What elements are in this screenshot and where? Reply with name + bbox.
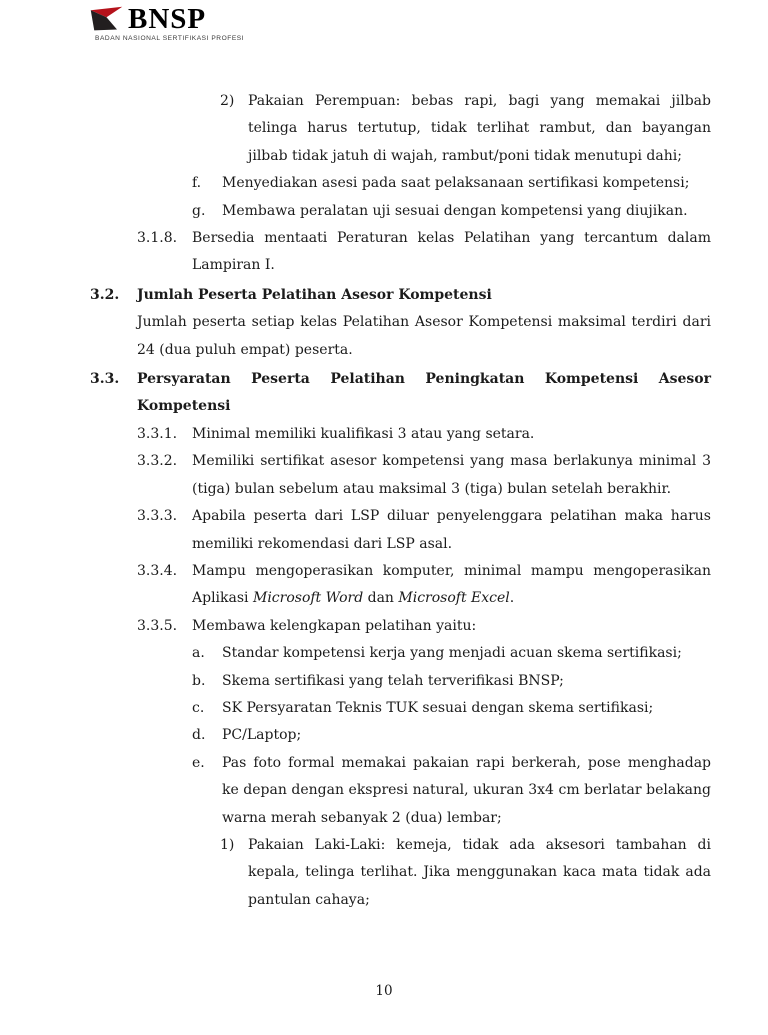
item-number: 3.2. <box>90 286 120 303</box>
item-text <box>192 558 711 613</box>
page-footer <box>0 983 768 999</box>
list-item <box>192 695 711 722</box>
item-text: Menyediakan asesi pada saat pelaksanaan sertifikasi kompetensi; <box>222 175 690 192</box>
item-text: Minimal memiliki kualifikasi 3 atau yang setara. <box>192 425 535 442</box>
bnsp-logo <box>88 5 244 42</box>
item-number: 1) <box>220 836 235 853</box>
item-number: 3.1.8. <box>137 230 178 247</box>
item-number: 3.3.4. <box>137 562 178 579</box>
logo-row <box>88 5 244 33</box>
item-number: 3.3.3. <box>137 508 178 525</box>
item-text: Standar kompetensi kerja yang menjadi acuan skema sertifikasi; <box>222 645 682 662</box>
paragraph <box>90 309 711 364</box>
item-text: Bersedia mentaati Peraturan kelas Pelatihan yang tercantum dalam Lampiran I. <box>192 230 711 274</box>
item-text: SK Persyaratan Teknis TUK sesuai dengan skema sertifikasi; <box>222 699 654 716</box>
list-item <box>137 448 711 503</box>
list-item <box>192 640 711 667</box>
list-item <box>137 613 711 640</box>
list-item <box>137 421 711 448</box>
item-text: Persyaratan Peserta Pelatihan Peningkatan Kompetensi Asesor Kompetensi <box>137 371 711 415</box>
list-item <box>220 832 711 914</box>
item-number: 3.3.1. <box>137 425 178 442</box>
item-text: Memiliki sertifikat asesor kompetensi yang masa berlakunya minimal 3 (tiga) bulan sebelum atau maksimal 3 (tiga) bulan setelah berakhir. <box>192 453 711 497</box>
item-text: Membawa kelengkapan pelatihan yaitu: <box>192 617 477 634</box>
section-heading <box>90 366 711 421</box>
item-number: a. <box>192 645 205 662</box>
list-item <box>137 225 711 280</box>
list-item <box>192 170 711 197</box>
item-number: d. <box>192 727 206 744</box>
item-number: g. <box>192 202 206 219</box>
item-number: e. <box>192 754 205 771</box>
list-item <box>192 722 711 749</box>
page-number: 10 <box>375 983 393 999</box>
item-text: Pakaian Laki-Laki: kemeja, tidak ada aksesori tambahan di kepala, telinga terlihat. Jika menggunakan kaca mata tidak ada pantulan cahaya; <box>248 836 711 908</box>
list-item <box>192 668 711 695</box>
item-number: c. <box>192 699 205 716</box>
list-item <box>137 558 711 613</box>
item-number: 2) <box>220 93 235 109</box>
item-number: f. <box>192 175 202 192</box>
item-text: PC/Laptop; <box>222 727 302 744</box>
item-text: Jumlah peserta setiap kelas Pelatihan Asesor Kompetensi maksimal terdiri dari 24 (dua puluh empat) peserta. <box>137 314 711 358</box>
item-number <box>90 309 137 364</box>
bnsp-flag-icon <box>88 5 125 33</box>
item-number: 3.3.5. <box>137 617 178 634</box>
italic-text: Microsoft Excel <box>398 590 510 607</box>
item-text: Pakaian Perempuan: bebas rapi, bagi yang memakai jilbab telinga harus tertutup, tidak terlihat rambut, dan bayangan jilbab tidak jatuh di wajah, rambut/poni tidak menutupi dahi; <box>248 93 711 164</box>
logo-subtitle: BADAN NASIONAL SERTIFIKASI PROFESI <box>95 35 245 42</box>
item-number: b. <box>192 672 206 689</box>
text-segment: . <box>509 590 515 607</box>
item-text: Jumlah Peserta Pelatihan Asesor Kompetensi <box>137 286 492 303</box>
text-segment: dan <box>363 590 399 607</box>
list-item <box>192 750 711 832</box>
list-item <box>220 88 711 170</box>
list-item <box>192 198 711 225</box>
item-text: Skema sertifikasi yang telah terverifikasi BNSP; <box>222 672 564 689</box>
item-text: Apabila peserta dari LSP diluar penyelenggara pelatihan maka harus memiliki rekomendasi dari LSP asal. <box>192 508 711 552</box>
section-heading <box>90 282 711 309</box>
logo-acronym: BNSP <box>128 3 207 35</box>
list-item <box>137 503 711 558</box>
item-text: Membawa peralatan uji sesuai dengan kompetensi yang diujikan. <box>222 202 688 219</box>
item-text: Pas foto formal memakai pakaian rapi berkerah, pose menghadap ke depan dengan ekspresi natural, ukuran 3x4 cm berlatar belakang warna merah sebanyak 2 (dua) lembar; <box>222 754 711 826</box>
italic-text: Microsoft Word <box>252 590 364 607</box>
text-segment: Mampu mengoperasikan komputer, minimal mampu mengoperasikan Aplikasi <box>192 562 711 607</box>
item-number: 3.3.2. <box>137 453 178 470</box>
item-number: 3.3. <box>90 371 120 388</box>
